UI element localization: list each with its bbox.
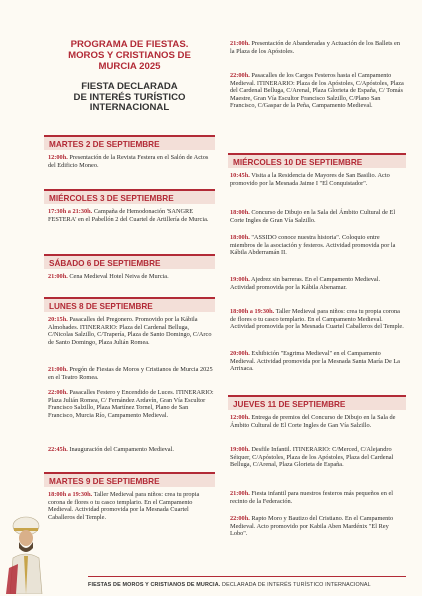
event-time: 21:00h.: [230, 490, 250, 497]
event-time: 10:45h.: [230, 172, 250, 179]
subtitle-line: DE INTERÉS TURÍSTICO: [73, 91, 186, 103]
event-time: 22:00h.: [230, 515, 250, 522]
footer-rule: [88, 576, 406, 577]
title-line: PROGRAMA DE FIESTAS.: [70, 39, 189, 50]
event-item: [48, 491, 214, 521]
event-text: Pregón de Fiestas de Moros y Cristianos de Murcia 2025 en el Teatro Romea.: [48, 366, 213, 381]
event-text: Desfile Infantil. ITINERARIO: C/Merced, C/Alejandro Séiquer, C/Apóstoles, Plaza de los Apóstoles, Plaza del Cardenal Belluga, C/Arenal, Plaza Glorieta de España.: [230, 446, 394, 469]
event-text: "ASSIDO conoce nuestra historia". Coloquio entre miembros de la asociación y festeros. Actividad promovida por la Kábila Abderramán II.: [230, 234, 396, 257]
event-text: Entrega de premios del Concurso de Dibujo en la Sala de Ámbito Cultural de El Corte Ingles de Gan Vía Salzillo.: [230, 414, 396, 429]
event-item: [48, 154, 214, 169]
title-line: MOROS Y CRISTIANOS DE: [68, 49, 191, 61]
event-item: [48, 389, 214, 419]
footer-strong: FIESTAS DE MOROS Y CRISTIANOS DE MURCIA.: [88, 582, 221, 588]
event-time: 19:00h.: [230, 446, 250, 453]
event-text: Ajedrez sin barreras. En el Campamento Medieval. Actividad promovida por la Kábila Abenamar.: [230, 276, 381, 291]
event-text: Pasacalles del Pregonero. Promovido por la Kábila Almohades. ITINERARIO: Plaza del Cardenal Belluga, C/Nicolas Salzillo, C/Trapería, Plaza de Santo Domingo, C/Arco de Santo Domingo, Plaza Julián Romea.: [48, 316, 212, 346]
event-item: [230, 515, 404, 538]
event-item: [48, 316, 214, 346]
event-item: [230, 446, 404, 469]
event-time: 20:00h.: [230, 350, 250, 357]
event-text: Taller Medieval para niños: crea tu propia corona de flores o tu casco templario. En el Campamento Medieval. Actividad promovida por la Mesnada Cuartel Caballeros del Temple.: [48, 491, 200, 521]
event-time: 19:00h.: [230, 276, 250, 283]
event-time: 21:00h.: [230, 40, 250, 47]
event-time: 20:15h.: [48, 316, 68, 323]
event-text: Fiesta infantil para nuestros festeros más pequeños en el recinto de la Federación.: [230, 490, 393, 505]
event-item: [230, 40, 404, 55]
day-header: JUEVES 11 DE SEPTIEMBRE: [228, 395, 406, 410]
event-text: Pasacalles Festero y Encendido de Luces. ITINERARIO: Plaza Julián Romea, C/ Fernández Ardavín, Gran Vía Escultor Francisco Salzillo, Plaza Martínez Tornel, Plano de San Francisco, Murcia Río, Campamento Medieval.: [48, 389, 214, 419]
event-item: [230, 234, 404, 257]
event-item: [48, 208, 214, 223]
event-time: 18:00h a 19:30h.: [48, 491, 93, 498]
subtitle-line: INTERNACIONAL: [89, 102, 170, 114]
event-item: [230, 350, 404, 373]
event-time: 18:00h a 19:30h.: [230, 308, 275, 315]
event-text: Pasacalles de los Cargos Festeros hasta el Campamento Medieval. ITINERARIO: Plaza de los Apóstoles, C/Apóstoles, Plaza del Cardenal Belluga, C/Arenal, Plaza Glorieta de España, C/ Tomás Maestre, Gran Vía Escultor Francisco Salzillo, C/Plano San Francisco, C/Gaspar de la Peña, Campamento Medieval.: [230, 72, 404, 110]
event-text: Cena Medieval Hotel Neiva de Murcia.: [69, 273, 169, 280]
event-time: 22:00h.: [48, 389, 68, 396]
event-item: [230, 276, 404, 291]
event-time: 21:00h.: [48, 273, 68, 280]
event-time: 21:00h.: [48, 366, 68, 373]
day-header: MIÉRCOLES 10 DE SEPTIEMBRE: [228, 153, 406, 168]
event-item: [230, 72, 404, 110]
footer-caption: [88, 582, 406, 588]
day-header: MARTES 9 DE SEPTIEMBRE: [44, 472, 215, 487]
event-text: Taller Medieval para niños: crea tu propia corona de flores o tu casco templario. En el Campamento Medieval. Actividad promovida por la Mesnada Cuartel Caballeros del Temple.: [230, 308, 404, 331]
event-time: 22:00h.: [230, 72, 250, 79]
event-item: [230, 490, 404, 505]
event-text: Concurso de Dibujo en la Sala del Ámbito Cultural de El Corte Ingles de Gran Vía Salzillo.: [230, 209, 396, 224]
moorish-figure-illustration: [4, 510, 48, 594]
event-time: 17:30h a 21:30h.: [48, 208, 93, 215]
event-text: Presentación de Abanderadas y Actuación de los Ballets en la Plaza de los Apóstoles.: [230, 40, 400, 55]
event-time: 12:00h.: [48, 154, 68, 161]
event-time: 18:00h.: [230, 209, 250, 216]
event-item: [48, 446, 214, 454]
event-text: Inauguración del Campamento Medieval.: [69, 446, 174, 453]
event-text: Visita a la Residencia de Mayores de San Basilio. Acto promovido por la Mesnada Jaime I "El Conquistador".: [230, 172, 390, 187]
event-text: Exhibición "Esgrima Medieval" en el Campamento Medieval. Actividad promovida por la Mesnada Santa María De La Arrixaca.: [230, 350, 400, 373]
day-header: MIÉRCOLES 3 DE SEPTIEMBRE: [44, 189, 215, 204]
event-time: 12:00h.: [230, 414, 250, 421]
event-time: 22:45h.: [48, 446, 68, 453]
event-item: [230, 209, 404, 224]
event-text: Campaña de Hemodonación 'SANGRE FESTERA' en el Pabellón 2 del Cuartel de Artillería de Murcia.: [48, 208, 209, 223]
event-text: Presentación de la Revista Festera en el Salón de Actos del Edificio Moneo.: [48, 154, 209, 169]
event-item: [230, 308, 404, 331]
event-item: [230, 414, 404, 429]
subtitle-line: FIESTA DECLARADA: [81, 81, 178, 92]
event-item: [48, 273, 214, 281]
title-line: MURCIA 2025: [98, 60, 161, 72]
event-time: 18:00h.: [230, 234, 250, 241]
event-item: [48, 366, 214, 381]
day-header: LUNES 8 DE SEPTIEMBRE: [44, 297, 215, 312]
program-subtitle: [44, 82, 215, 114]
event-text: Rapto Moro y Bautizo del Cristiano. En el Campamento Medieval. Acto promovido por Kabila Aben Mardénix "El Rey Lobo".: [230, 515, 394, 538]
event-item: [230, 172, 404, 187]
day-header: SÁBADO 6 DE SEPTIEMBRE: [44, 254, 215, 269]
program-title: [44, 40, 215, 72]
day-header: MARTES 2 DE SEPTIEMBRE: [44, 135, 215, 150]
footer-rest: DECLARADA DE INTERÉS TURÍSTICO INTERNACIONAL: [220, 582, 371, 588]
